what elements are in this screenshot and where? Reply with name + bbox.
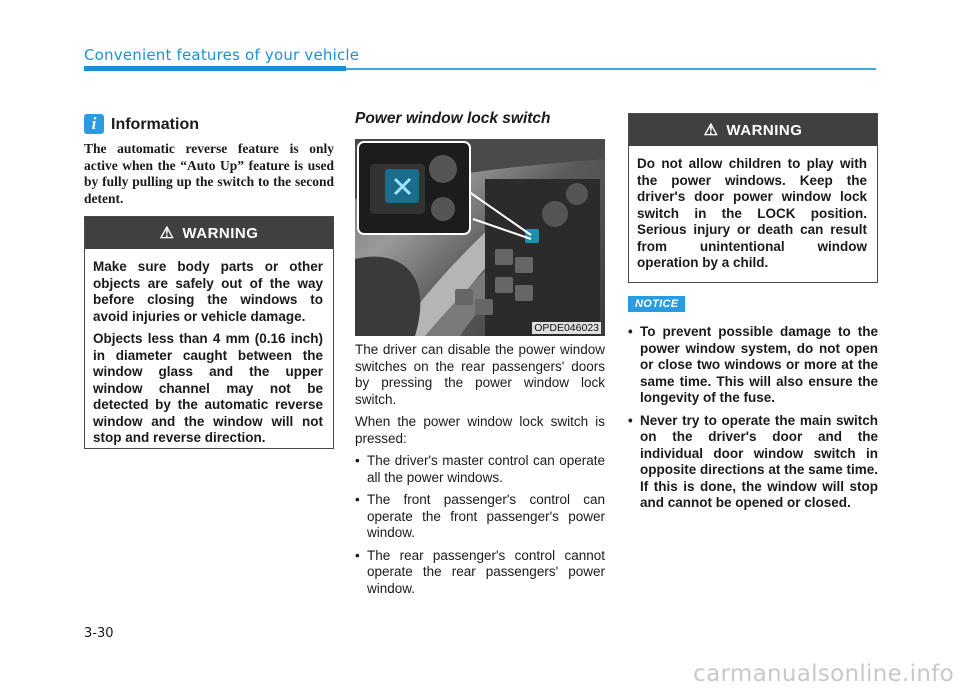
information-title: Information	[111, 116, 199, 133]
intro-paragraph: The driver can disable the power window switches on the rear passengers' doors by pressing the power window lock switch.	[355, 342, 605, 407]
information-body: The automatic reverse feature is only active when the “Auto Up” feature is used by fully pulling up the switch to the second detent.	[84, 141, 334, 206]
warning-triangle-icon: ⚠	[159, 225, 175, 242]
list-item: • The rear passenger's control cannot operate the rear passengers' power window.	[355, 548, 605, 598]
section-header: Convenient features of your vehicle	[84, 46, 360, 64]
warning-paragraph: Objects less than 4 mm (0.16 inch) in diameter caught between the window glass and the upper window channel may not be detected by the automatic reverse window and the window will not stop and reverse direction.	[93, 331, 323, 445]
list-item: • The front passenger's control can operate the front passenger's power window.	[355, 492, 605, 542]
pressed-lead: When the power window lock switch is pressed:	[355, 414, 605, 446]
power-window-lock-text	[355, 342, 605, 603]
image-code: OPDE046023	[534, 322, 599, 334]
notice-tag: NOTICE	[628, 296, 685, 312]
door-panel-illustration	[355, 139, 605, 336]
power-window-switch-photo	[355, 139, 605, 336]
page-number: 3-30	[84, 626, 114, 641]
list-item: • Never try to operate the main switch on the driver's door and the individual door window switch in opposite directions at the same time. If this is done, the window will stop and cannot be opened or closed.	[628, 413, 878, 512]
warning-box-right	[628, 113, 878, 283]
header-rule-bold	[84, 66, 346, 71]
list-item: • The driver's master control can operate all the power windows.	[355, 453, 605, 486]
list-item: • To prevent possible damage to the power window system, do not open or close two windows or more at the same time. This will also ensure the longevity of the fuse.	[628, 324, 878, 407]
power-window-lock-title: Power window lock switch	[355, 110, 551, 127]
warning-heading: WARNING	[726, 121, 803, 139]
warning-header	[629, 114, 877, 146]
warning-box-left	[84, 216, 334, 449]
warning-body	[629, 146, 877, 286]
notice-list	[628, 324, 878, 518]
lock-bullet-list	[355, 453, 605, 597]
info-icon: i	[84, 114, 104, 134]
warning-body	[85, 249, 333, 461]
warning-triangle-icon: ⚠	[703, 122, 719, 139]
notice-bullet-list	[628, 324, 878, 512]
warning-header	[85, 217, 333, 249]
header-rule-thin	[346, 68, 876, 70]
warning-paragraph: Make sure body parts or other objects are safely out of the way before closing the windows to avoid injuries or vehicle damage.	[93, 259, 323, 324]
warning-heading: WARNING	[182, 224, 259, 242]
watermark: carmanualsonline.info	[693, 661, 954, 687]
warning-paragraph: Do not allow children to play with the power windows. Keep the driver's door power window lock switch in the LOCK position. Serious injury or death can result from unintentional window operation by a child.	[637, 156, 867, 270]
